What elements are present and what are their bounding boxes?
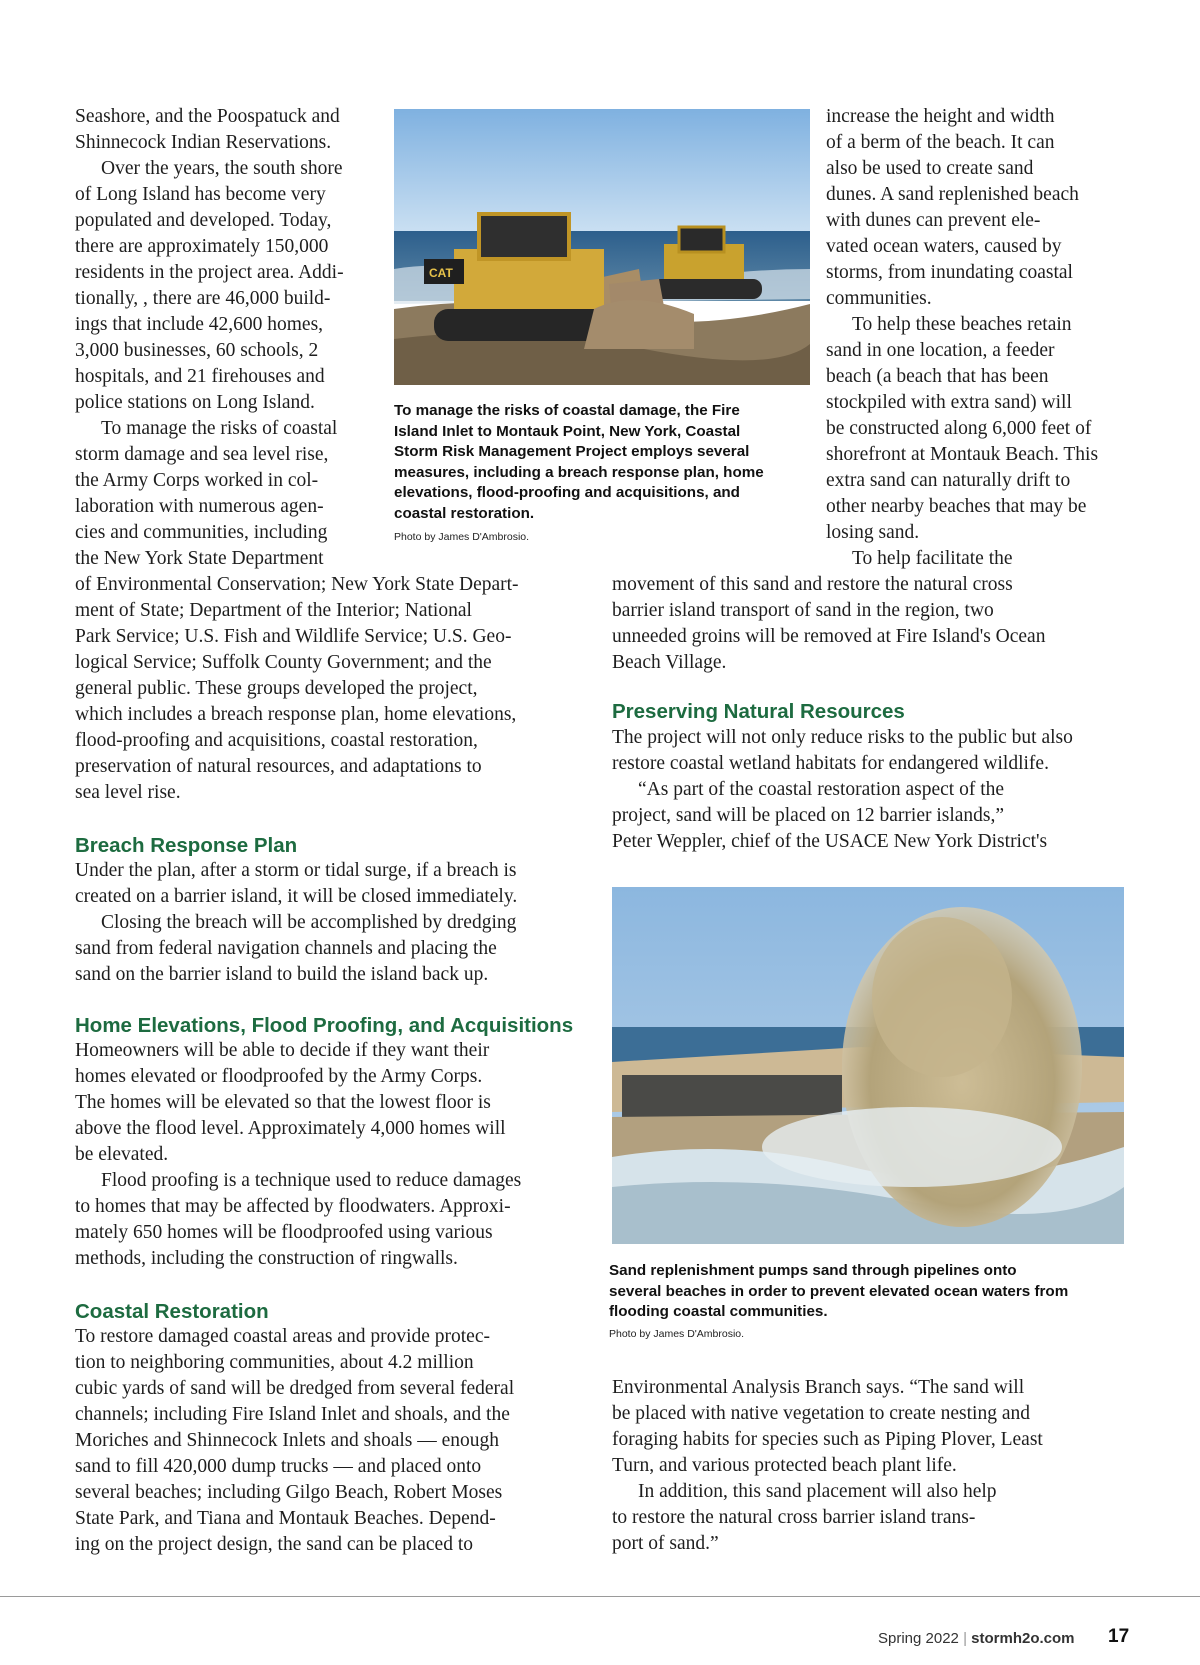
text-line: Environmental Analysis Branch says. “The sand will xyxy=(612,1377,1025,1398)
text-line: preservation of natural resources, and adaptations to xyxy=(75,756,482,777)
text-line: ment of State; Department of the Interior; National xyxy=(75,600,472,621)
text-line: “As part of the coastal restoration aspect of the xyxy=(638,779,1005,800)
page-number: 17 xyxy=(1108,1626,1130,1647)
text-line: tion to neighboring communities, about 4.2 million xyxy=(75,1352,474,1373)
text-line: restore coastal wetland habitats for endangered wildlife. xyxy=(612,753,1049,774)
text-line: sand to fill 420,000 dump trucks — and placed onto xyxy=(75,1456,482,1477)
text-line: of a berm of the beach. It can xyxy=(826,132,1055,153)
text-line: be placed with native vegetation to create nesting and xyxy=(612,1403,1031,1424)
text-line: logical Service; Suffolk County Government; and the xyxy=(75,652,492,673)
text-line: Storm Risk Management Project employs several xyxy=(394,443,750,460)
footer-issue-label: Spring 2022 xyxy=(878,1630,959,1647)
text-line: sand from federal navigation channels and placing the xyxy=(75,938,497,959)
text-line: Turn, and various protected beach plant life. xyxy=(612,1455,957,1476)
text-line: flood-proofing and acquisitions, coastal restoration, xyxy=(75,730,478,751)
text-line: coastal restoration. xyxy=(394,504,535,522)
text-line: Sand replenishment pumps sand through pipelines onto xyxy=(609,1262,1017,1279)
text-line: losing sand. xyxy=(826,522,920,543)
text-line: elevations, flood-proofing and acquisitions, and xyxy=(394,484,740,501)
text-line: barrier island transport of sand in the region, two xyxy=(612,600,994,621)
text-line: populated and developed. Today, xyxy=(75,210,332,231)
text-line: Homeowners will be able to decide if they want their xyxy=(75,1040,490,1061)
heading-coastal-restoration: Coastal Restoration xyxy=(75,1300,269,1323)
text-line: be constructed along 6,000 feet of xyxy=(826,418,1092,439)
text-line: 3,000 businesses, 60 schools, 2 xyxy=(75,340,319,361)
text-line: stockpiled with extra sand) will xyxy=(826,392,1072,413)
text-line: Moriches and Shinnecock Inlets and shoals — enough xyxy=(75,1430,500,1451)
text-line: To manage the risks of coastal damage, the Fire xyxy=(394,402,740,419)
text-line: Shinnecock Indian Reservations. xyxy=(75,132,332,153)
text-line: created on a barrier island, it will be closed immediately. xyxy=(75,886,518,907)
text-line: several beaches in order to prevent elevated ocean waters from xyxy=(609,1282,1069,1300)
text-line: with dunes can prevent ele- xyxy=(826,210,1041,231)
text-line: above the flood level. Approximately 4,000 homes will xyxy=(75,1118,506,1139)
text-line: tionally, , there are 46,000 build- xyxy=(75,288,331,309)
heading-home-elevations: Home Elevations, Flood Proofing, and Acquisitions xyxy=(75,1014,574,1037)
text-line: cies and communities, including xyxy=(75,522,328,543)
text-line: Island Inlet to Montauk Point, New York, Coastal xyxy=(394,422,741,440)
text-line: other nearby beaches that may be xyxy=(826,496,1087,517)
text-line: residents in the project area. Addi- xyxy=(75,262,344,283)
text-line: there are approximately 150,000 xyxy=(75,236,329,257)
top-photo-credit: Photo by James D'Ambrosio. xyxy=(394,531,530,543)
text-line: increase the height and width xyxy=(826,106,1055,127)
text-line: project, sand will be placed on 12 barrier islands,” xyxy=(612,805,1005,826)
text-line: Peter Weppler, chief of the USACE New York District's xyxy=(612,831,1048,852)
text-line: sand in one location, a feeder xyxy=(826,340,1055,361)
heading-breach-response: Breach Response Plan xyxy=(75,834,298,857)
text-line: To manage the risks of coastal xyxy=(101,418,338,439)
svg-text:CAT: CAT xyxy=(429,266,453,280)
text-line: extra sand can naturally drift to xyxy=(826,470,1071,491)
text-line: Over the years, the south shore xyxy=(101,158,343,179)
text-line: sea level rise. xyxy=(75,782,181,803)
text-line: of Environmental Conservation; New York State Depart- xyxy=(75,574,519,595)
text-line: unneeded groins will be removed at Fire Island's Ocean xyxy=(612,626,1046,647)
text-line: movement of this sand and restore the natural cross xyxy=(612,574,1013,595)
text-line: The project will not only reduce risks to the public but also xyxy=(612,727,1073,748)
text-line: storms, from inundating coastal xyxy=(826,262,1073,283)
text-line: ing on the project design, the sand can be placed to xyxy=(75,1534,473,1555)
text-line: be elevated. xyxy=(75,1144,169,1165)
text-line: mately 650 homes will be floodproofed using various xyxy=(75,1222,493,1243)
text-line: ings that include 42,600 homes, xyxy=(75,314,324,335)
footer-divider: | xyxy=(958,1630,972,1647)
text-line: To help these beaches retain xyxy=(852,314,1072,335)
text-line: which includes a breach response plan, home elevations, xyxy=(75,704,517,725)
text-line: police stations on Long Island. xyxy=(75,392,315,413)
footer-issue xyxy=(878,1630,1075,1647)
text-line: vated ocean waters, caused by xyxy=(826,236,1062,257)
text-line: also be used to create sand xyxy=(826,158,1034,179)
text-line: homes elevated or floodproofed by the Army Corps. xyxy=(75,1066,483,1087)
text-line: Under the plan, after a storm or tidal surge, if a breach is xyxy=(75,860,517,881)
text-line: To restore damaged coastal areas and provide protec- xyxy=(75,1326,490,1347)
text-line: channels; including Fire Island Inlet and shoals, and the xyxy=(75,1404,510,1425)
text-line: Park Service; U.S. Fish and Wildlife Service; U.S. Geo- xyxy=(75,626,512,647)
text-line: Beach Village. xyxy=(612,652,727,673)
text-line: Closing the breach will be accomplished by dredging xyxy=(101,912,517,933)
text-line: several beaches; including Gilgo Beach, Robert Moses xyxy=(75,1482,503,1503)
text-line: Flood proofing is a technique used to reduce damages xyxy=(101,1170,522,1191)
text-line: communities. xyxy=(826,288,932,309)
text-line: measures, including a breach response plan, home xyxy=(394,463,764,481)
sand-pipeline-photo xyxy=(612,887,1124,1244)
text-line: dunes. A sand replenished beach xyxy=(826,184,1079,205)
heading-preserving-natural-resources: Preserving Natural Resources xyxy=(612,700,905,723)
text-line: hospitals, and 21 firehouses and xyxy=(75,366,325,387)
bulldozer-photo xyxy=(394,109,810,385)
text-line: The homes will be elevated so that the lowest floor is xyxy=(75,1092,491,1113)
text-line: storm damage and sea level rise, xyxy=(75,444,329,465)
text-line: to restore the natural cross barrier island trans- xyxy=(612,1507,976,1528)
text-line: of Long Island has become very xyxy=(75,184,326,205)
text-line: beach (a beach that has been xyxy=(826,366,1049,387)
text-line: foraging habits for species such as Piping Plover, Least xyxy=(612,1429,1043,1450)
text-line: flooding coastal communities. xyxy=(609,1303,828,1320)
text-line: general public. These groups developed the project, xyxy=(75,678,478,699)
text-line: laboration with numerous agen- xyxy=(75,496,324,517)
footer-site[interactable]: stormh2o.com xyxy=(971,1630,1075,1647)
text-line: To help facilitate the xyxy=(852,548,1013,569)
text-line: the New York State Department xyxy=(75,548,324,569)
bottom-photo-credit: Photo by James D'Ambrosio. xyxy=(609,1328,745,1340)
text-line: methods, including the construction of ringwalls. xyxy=(75,1248,458,1269)
text-line: cubic yards of sand will be dredged from several federal xyxy=(75,1378,515,1399)
text-line: State Park, and Tiana and Montauk Beaches. Depend- xyxy=(75,1508,496,1529)
footer-rule xyxy=(0,1596,1200,1597)
text-line: shorefront at Montauk Beach. This xyxy=(826,444,1099,465)
text-line: to homes that may be affected by floodwaters. Approxi- xyxy=(75,1196,511,1217)
text-line: the Army Corps worked in col- xyxy=(75,470,319,491)
text-line: Seashore, and the Poospatuck and xyxy=(75,106,340,127)
text-line: In addition, this sand placement will also help xyxy=(638,1481,997,1502)
text-line: sand on the barrier island to build the island back up. xyxy=(75,964,489,985)
text-line: port of sand.” xyxy=(612,1533,719,1554)
